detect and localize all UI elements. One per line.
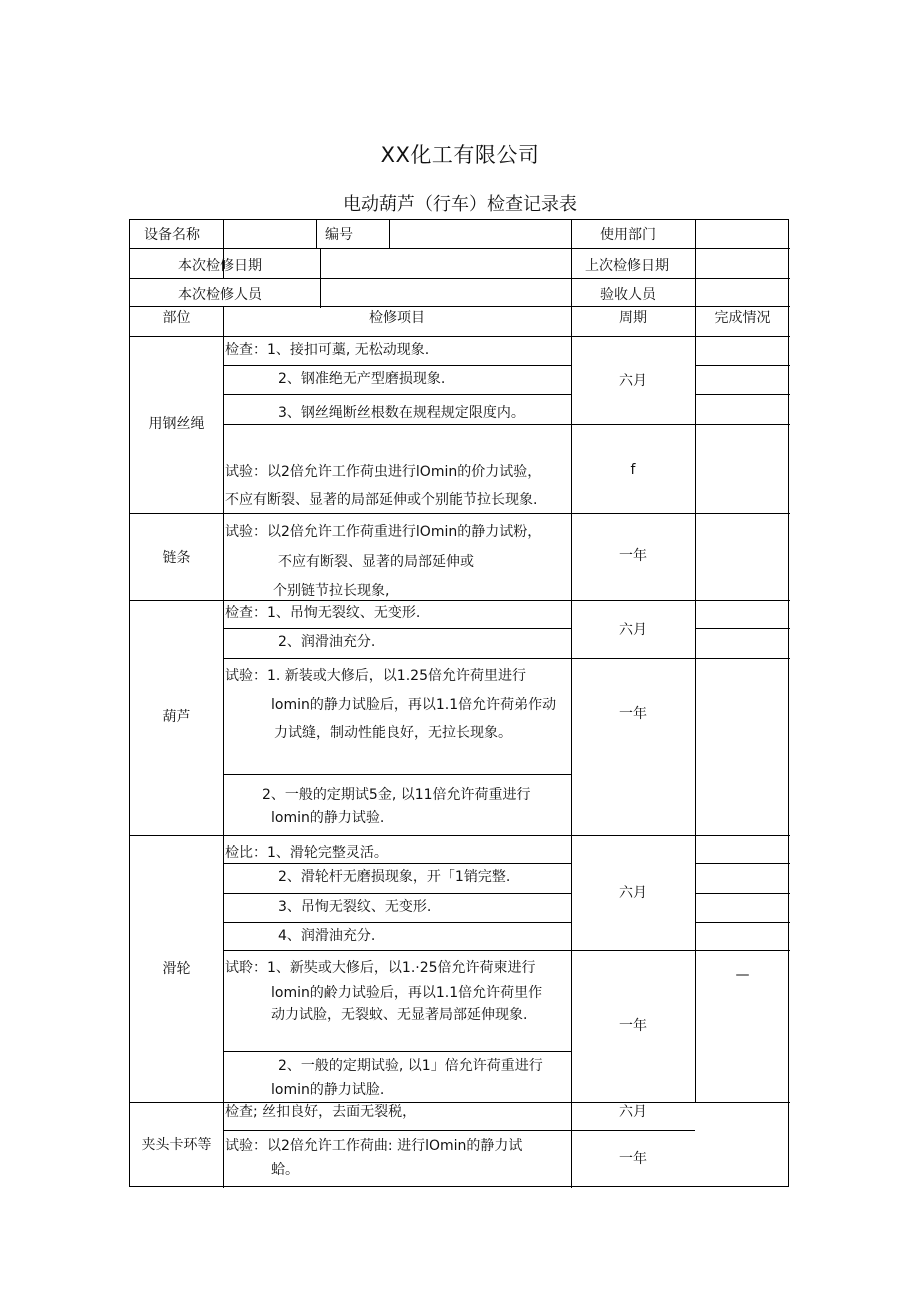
part-chain: 链条 xyxy=(162,550,191,566)
hoist-test-cycle: 一年 xyxy=(619,706,647,722)
pulley-test-2: lomin的鹷力试验后，再以1.1倍允许荷里作 xyxy=(271,985,543,1001)
col-part: 部位 xyxy=(162,310,191,326)
chain-test-3: 个别链节拉长现象, xyxy=(273,583,390,599)
hoist-test-1: 试验：1. 新装或大修后，以1.25倍允许荷里进行 xyxy=(225,668,526,684)
this-staff-label: 本次检修人员 xyxy=(178,287,262,303)
acceptor-label: 验收人员 xyxy=(600,287,656,303)
pulley-test2-2: lomin的静力试脸. xyxy=(271,1082,385,1098)
pulley-test-cycle: 一年 xyxy=(619,1018,647,1034)
rope-test-1: 试验：以2倍允许工作荷虫进行lOmin的价力试验， xyxy=(225,464,542,480)
pulley-check-4: 4、润滑油充分. xyxy=(278,928,376,944)
pulley-check-1: 检比：1、滑轮完整灵活。 xyxy=(225,845,388,861)
rope-check-cycle: 六月 xyxy=(619,373,647,389)
clamp-check: 检查; 丝扣良好，去面无裂税， xyxy=(225,1104,417,1120)
chain-test-2: 不应有断裂、显著的局部延伸或 xyxy=(278,554,474,570)
equipment-name-label: 设备名称 xyxy=(144,227,200,243)
last-date-label: 上次检修日期 xyxy=(585,258,669,274)
pulley-check-2: 2、滑轮杆无磨损现象，开「1销完整. xyxy=(278,869,511,885)
clamp-test-1: 试验：以2倍允许工作荷曲: 进行lOmin的静力试 xyxy=(225,1138,523,1154)
hoist-check-1: 检查：1、吊恂无裂纹、无变形. xyxy=(225,605,421,621)
part-pulley: 滑轮 xyxy=(162,961,191,977)
clamp-test-2: 蛤。 xyxy=(271,1162,299,1178)
rope-check-1: 检查：1、接扣可藁, 无松动现象. xyxy=(225,342,430,358)
pulley-check-cycle: 六月 xyxy=(619,885,647,901)
pulley-test-1: 试聆：1、新奘或大修后，以1.·25倍允许荷柬进行 xyxy=(225,960,536,976)
col-cycle: 周期 xyxy=(619,310,647,326)
pulley-check-3: 3、吊恂无裂纹、无变形. xyxy=(278,899,432,915)
form-title: 电动葫芦（行车）检查记录表 xyxy=(343,194,577,215)
rope-test-cycle: f xyxy=(630,462,636,478)
department-label: 使用部门 xyxy=(600,227,656,243)
rope-check-2: 2、钢准绝无产型磨损现象. xyxy=(278,371,446,387)
this-date-label: 本次检修日期 xyxy=(178,258,262,274)
hoist-test-2: lomin的静力试脸后，再以1.1倍允许荷弟作动 xyxy=(271,697,557,713)
rope-check-3: 3、钢丝绳断丝根数在规程规定限度内。 xyxy=(278,405,525,421)
col-status: 完成情况 xyxy=(714,310,771,326)
pulley-test-3: 动力试脸，无裂蚊、无显著局部延伸现象. xyxy=(271,1007,528,1023)
col-items: 检修项目 xyxy=(369,310,425,326)
part-hoist: 葫芦 xyxy=(162,709,191,725)
hoist-test2-1: 2、一般的定期试5金, 以11倍允许荷重进行 xyxy=(262,787,531,803)
chain-test-1: 试验：以2倍允许工作荷重进行lOmin的静力试粉， xyxy=(225,524,542,540)
hoist-test-3: 力试缝，制动性能良好，无拉长现象。 xyxy=(274,725,512,741)
hoist-check-cycle: 六月 xyxy=(619,622,647,638)
inspection-table xyxy=(129,219,789,1187)
hoist-check-2: 2、润滑油充分. xyxy=(278,634,376,650)
part-rope: 用钢丝绳 xyxy=(148,416,205,432)
part-clamp: 夹头卡环等 xyxy=(141,1137,212,1153)
pulley-test2-1: 2、一般的定期试验, 以1」倍允许荷重进行 xyxy=(278,1058,543,1074)
pulley-status-mark: — xyxy=(735,967,750,983)
number-label: 编号 xyxy=(325,227,353,243)
clamp-test-cycle: 一年 xyxy=(619,1151,647,1167)
clamp-check-cycle: 六月 xyxy=(619,1104,647,1120)
chain-cycle: 一年 xyxy=(619,548,647,564)
hoist-test2-2: lomin的静力试验. xyxy=(271,810,385,826)
company-title: XX化工有限公司 xyxy=(380,143,540,167)
rope-test-2: 不应有断裂、显著的局部延伸或个别能节拉长现象. xyxy=(225,492,538,508)
